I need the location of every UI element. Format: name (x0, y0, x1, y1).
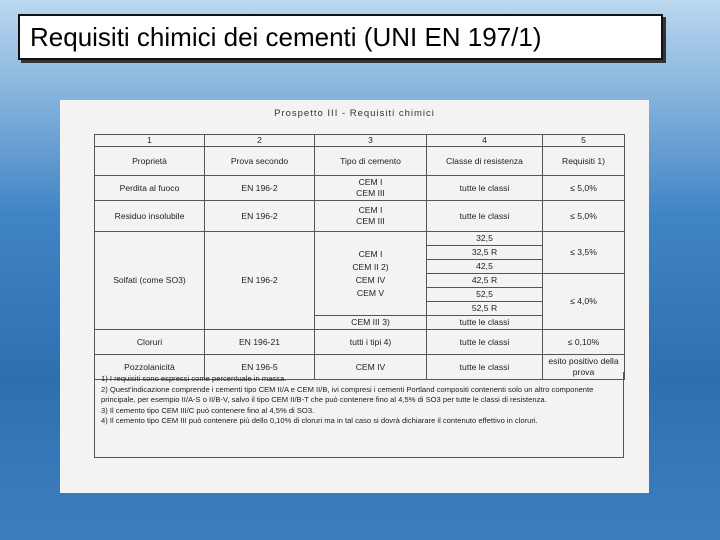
cell-class: tutte le classi (427, 316, 543, 330)
footnotes (94, 372, 624, 458)
cell-cement-type: CEM III 3) (315, 316, 427, 330)
cell-class: tutte le classi (427, 201, 543, 232)
cell-requirement: ≤ 5,0% (543, 176, 625, 201)
footnote: 4) Il cemento tipo CEM III può contenere più dello 0,10% di cloruri ma in tal caso si dovrà dichiarare il contenuto effettivo in cloruri. (101, 416, 538, 426)
cell-test: EN 196-2 (205, 176, 315, 201)
cell-class: tutte le classi (427, 330, 543, 355)
column-header: Requisiti 1) (543, 147, 625, 176)
column-number: 3 (315, 135, 427, 147)
cell-test: EN 196-2 (205, 201, 315, 232)
cell-cement-type: CEM I CEM II 2) CEM IV CEM V (315, 232, 427, 316)
cell-class: 42,5 (427, 260, 543, 274)
cell-requirement: ≤ 3,5% (543, 232, 625, 274)
table-row (95, 232, 625, 246)
column-header: Proprietà (95, 147, 205, 176)
cell-cement-type: CEM IV (315, 355, 427, 380)
column-number: 5 (543, 135, 625, 147)
cell-requirement: ≤ 5,0% (543, 201, 625, 232)
cell-class: tutte le classi (427, 176, 543, 201)
column-header: Classe di resistenza (427, 147, 543, 176)
cell-class: 32,5 R (427, 246, 543, 260)
column-number: 2 (205, 135, 315, 147)
scanned-document (60, 100, 649, 493)
requirements-table (94, 134, 625, 380)
cell-property: Cloruri (95, 330, 205, 355)
cell-test: EN 196-2 (205, 232, 315, 330)
footnote: 3) Il cemento tipo CEM III/C può contenere fino al 4,5% di SO3. (101, 405, 315, 415)
column-number: 4 (427, 135, 543, 147)
cell-class: 32,5 (427, 232, 543, 246)
cell-property: Solfati (come SO3) (95, 232, 205, 330)
cell-requirement: esito positivo della prova (543, 355, 625, 380)
column-number: 1 (95, 135, 205, 147)
slide-title-box (18, 14, 663, 60)
cell-cement-type: CEM I CEM III (315, 176, 427, 201)
column-header: Tipo di cemento (315, 147, 427, 176)
cell-property: Pozzolanicità (95, 355, 205, 380)
cell-test: EN 196-21 (205, 330, 315, 355)
column-header: Prova secondo (205, 147, 315, 176)
table-row (95, 330, 625, 355)
column-number-row (95, 135, 625, 147)
cell-class: 52,5 R (427, 302, 543, 316)
cell-requirement: ≤ 4,0% (543, 274, 625, 330)
cell-property: Residuo insolubile (95, 201, 205, 232)
slide-title: Requisiti chimici dei cementi (UNI EN 197/1) (30, 22, 542, 52)
cell-class: 52,5 (427, 288, 543, 302)
table-row (95, 201, 625, 232)
cell-test: EN 196-5 (205, 355, 315, 380)
table-row (95, 176, 625, 201)
footnote: 1) I requisiti sono espressi come percentuale in massa. (101, 374, 287, 383)
column-header-row (95, 147, 625, 176)
cell-requirement: ≤ 0,10% (543, 330, 625, 355)
document-heading: Prospetto III - Requisiti chimici (274, 108, 435, 119)
cell-property: Perdita al fuoco (95, 176, 205, 201)
cell-class: 42,5 R (427, 274, 543, 288)
cell-cement-type: CEM I CEM III (315, 201, 427, 232)
footnote: 2) Quest'indicazione comprende i cementi tipo CEM II/A e CEM II/B, ivi compresi i cementi Portland compositi contenenti solo un altro componente principale, per esempio II/A-S o II/B-V, salvo il tipo CEM II/B-T che può contenere fino al 4,5% di SO3 per tutte le classi di resistenza. (101, 384, 594, 405)
cell-cement-type: tutti i tipi 4) (315, 330, 427, 355)
cell-class: tutte le classi (427, 355, 543, 380)
